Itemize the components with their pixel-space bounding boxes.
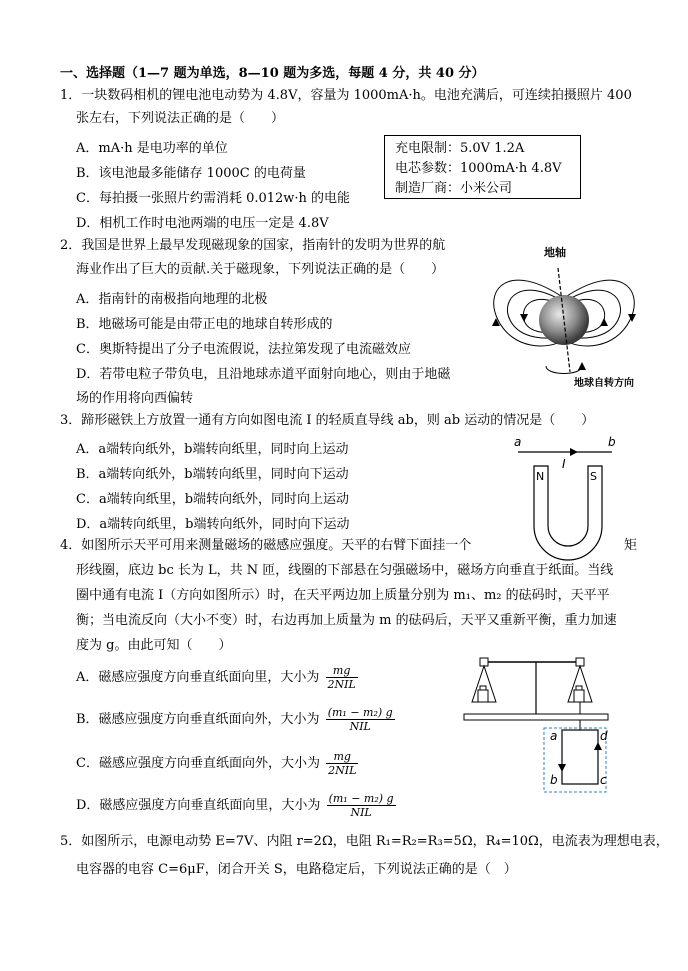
q4-option-c-text: C．磁感应强度方向垂直纸面向外，大小为	[76, 756, 320, 771]
q2-option-d-line2: 场的作用将向西偏转	[76, 391, 194, 406]
q2-stem-line1: 2．我国是世界上最早发现磁现象的国家，指南针的发明为世界的航	[60, 238, 446, 253]
q4-b-num: (m₁ − m₂) g	[327, 706, 393, 719]
q4-option-b-text: B．磁感应强度方向垂直纸面向外，大小为	[76, 712, 320, 727]
horseshoe-magnet-figure	[508, 436, 628, 574]
earth-sphere	[539, 295, 589, 345]
q4-a-den: 2NIL	[327, 678, 356, 691]
current-label: I	[562, 457, 566, 471]
q4-stem-line5: 度为 g。由此可知（ ）	[76, 638, 232, 653]
q4-option-b-fraction	[326, 706, 395, 733]
q2-option-b: B．地磁场可能是由带正电的地球自转形成的	[76, 317, 333, 332]
q5-stem-line1: 5．如图所示，电源电动势 E=7V、内阻 r=2Ω，电阻 R₁=R₂=R₃=5Ω，R₄=10Ω，电流表为理想电表，	[60, 834, 669, 849]
q3-option-c: C．a端转向纸里，b端转向纸外，同时向上运动	[76, 492, 350, 507]
q4-d-num: (m₁ − m₂) g	[328, 792, 394, 805]
q4-stem-line3: 圈中通有电流 I（方向如图所示）时，在天平两边加上质量分别为 m₁、m₂ 的砝码时，天平平	[76, 588, 610, 603]
coil-corner-a-label: a	[550, 729, 558, 743]
q3-option-b: B．a端转向纸外，b端转向纸里，同时向下运动	[76, 467, 349, 482]
q1-option-c: C．每拍摄一张照片约需消耗 0.012w·h 的电能	[76, 191, 351, 206]
q2-option-c: C．奥斯特提出了分子电流假说，法拉第发现了电流磁效应	[76, 342, 411, 357]
q1-battery-label-box	[384, 135, 581, 199]
coil-corner-b-label: b	[550, 773, 558, 787]
q4-option-c-fraction	[326, 750, 358, 777]
coil-corner-d-label: d	[600, 729, 608, 743]
q4-stem-line1a: 4．如图所示天平可用来测量磁场的磁感应强度。天平的右臂下面挂一个	[60, 538, 472, 553]
q1-box-line1: 充电限制：5.0V 1.2A	[395, 141, 525, 156]
q2-option-d-line1: D．若带电粒子带负电，且沿地球赤道平面射向地心，则由于地磁	[76, 367, 451, 382]
q5-stem-line2: 电容器的电容 C=6μF，闭合开关 S，电路稳定后，下列说法正确的是（ ）	[76, 862, 517, 877]
magnet-n-label: N	[536, 470, 545, 483]
rectangular-coil	[562, 730, 598, 784]
q4-option-d	[76, 792, 396, 819]
q1-box-line3: 制造厂商：小米公司	[395, 181, 513, 196]
earth-magnetic-field-figure	[478, 240, 658, 395]
magnet-s-label: S	[590, 470, 597, 483]
section-header: 一、选择题（1—7 题为单选，8—10 题为多选，每题 4 分，共 40 分）	[60, 66, 485, 81]
right-weight	[574, 690, 584, 702]
coil-corner-c-label: c	[600, 773, 607, 787]
current-arrow	[570, 448, 578, 456]
q4-stem-line4: 衡；当电流反向（大小不变）时，右边再加上质量为 m 的砝码后，天平又重新平衡，重力加速	[76, 613, 617, 628]
balance-base	[464, 714, 608, 720]
q2-stem-line2: 海业作出了巨大的贡献.关于磁现象，下列说法正确的是（ ）	[76, 262, 445, 277]
q4-option-d-text: D．磁感应强度方向垂直纸面向里，大小为	[76, 798, 321, 813]
q4-d-den: NIL	[350, 806, 372, 819]
q1-option-d: D．相机工作时电池两端的电压一定是 4.8V	[76, 216, 329, 231]
q3-option-d: D．a端转向纸里，b端转向纸外，同时向下运动	[76, 517, 350, 532]
q2-option-a: A．指南针的南极指向地理的北极	[76, 292, 268, 307]
balance-figure	[462, 652, 612, 796]
q4-a-num: mg	[326, 664, 358, 678]
q4-option-a	[76, 664, 358, 691]
q3-option-a: A．a端转向纸外，b端转向纸里，同时向上运动	[76, 442, 349, 457]
q1-stem-line1: 1．一块数码相机的锂电池电动势为 4.8V，容量为 1000mA·h。电池充满后，可连续拍摄照片 400	[60, 88, 632, 103]
q4-option-d-fraction	[327, 792, 396, 819]
wire-end-a-label: a	[514, 436, 522, 449]
q1-option-b: B．该电池最多能储存 1000C 的电荷量	[76, 166, 306, 181]
q4-c-den: 2NIL	[328, 764, 357, 777]
q1-option-a: A．mA·h 是电功率的单位	[76, 141, 228, 156]
q1-box-line2: 电芯参数：1000mA·h 4.8V	[395, 161, 562, 176]
q4-b-den: NIL	[349, 720, 371, 733]
q4-option-c	[76, 750, 358, 777]
earth-axis-label: 地轴	[544, 246, 566, 259]
left-weight	[478, 690, 488, 702]
q3-stem-line1: 3．蹄形磁铁上方放置一通有方向如图电流 I 的轻质直导线 ab，则 ab 运动的情况是（ ）	[60, 413, 595, 428]
wire-end-b-label: b	[608, 436, 616, 449]
q4-stem-line2: 形线圈，底边 bc 长为 L，共 N 匝，线圈的下部悬在匀强磁场中，磁场方向垂直于纸面。当线	[76, 563, 614, 578]
q4-option-b	[76, 706, 395, 733]
q4-c-num: mg	[326, 750, 358, 764]
q4-stem-line1b: 矩	[624, 538, 638, 553]
earth-rotation-label: 地球自转方向	[574, 378, 634, 389]
q4-option-a-text: A．磁感应强度方向垂直纸面向里，大小为	[76, 670, 320, 685]
q1-stem-line2: 张左右，下列说法正确的是（ ）	[76, 111, 285, 126]
q4-option-a-fraction	[326, 664, 358, 691]
